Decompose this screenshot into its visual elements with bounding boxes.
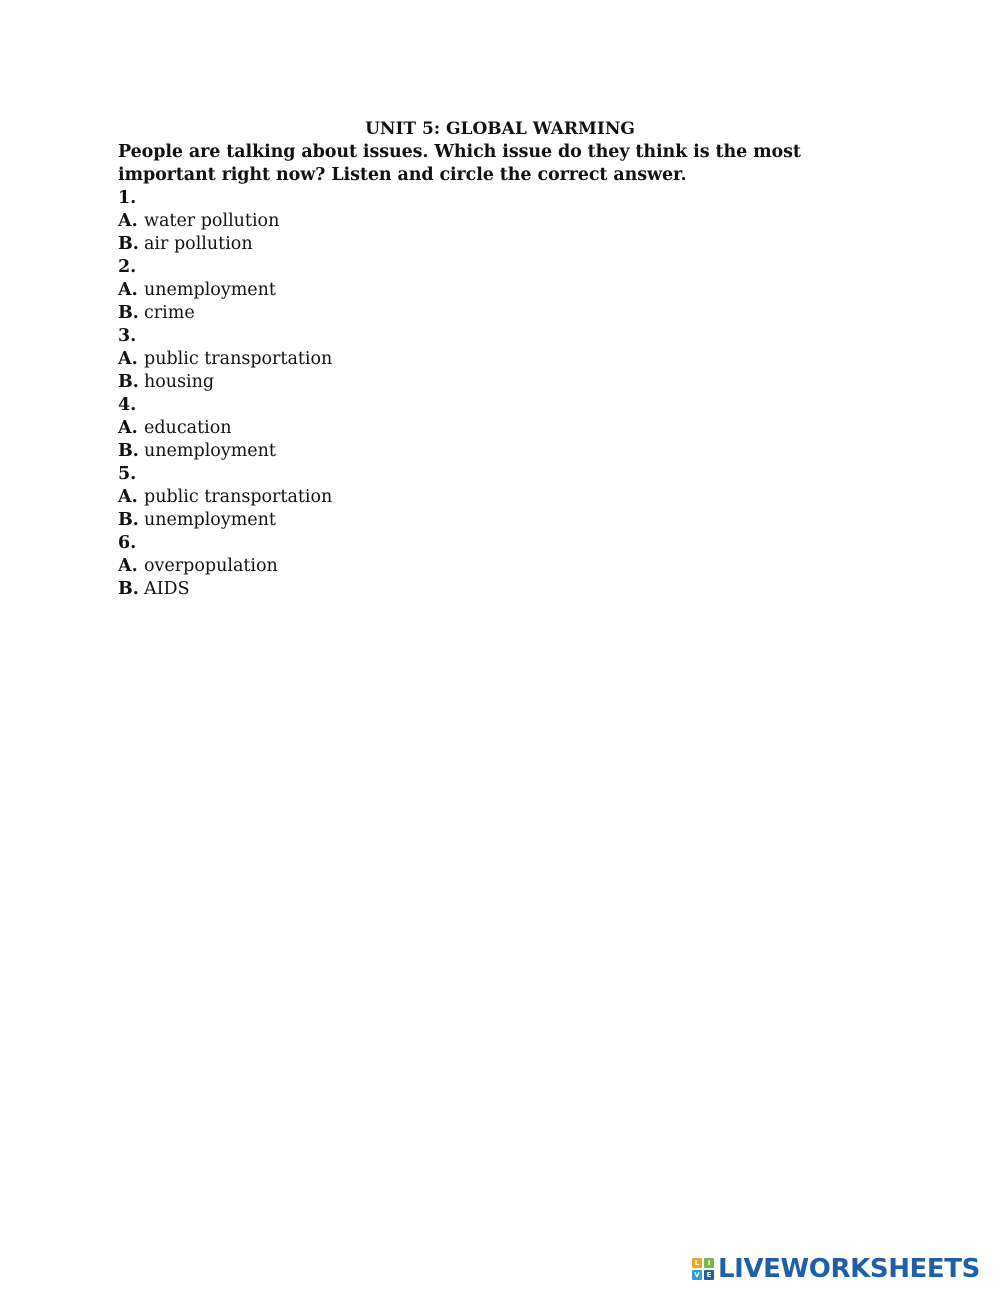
option-letter: A.: [118, 349, 138, 369]
option-letter: A.: [118, 556, 138, 576]
option-text: air pollution: [144, 234, 253, 254]
option-letter: B.: [118, 579, 139, 599]
option-text: public transportation: [144, 487, 333, 507]
brand-name: LIVEWORKSHEETS: [718, 1254, 980, 1284]
answer-option[interactable]: [118, 440, 888, 463]
worksheet-title: UNIT 5: GLOBAL WARMING: [365, 119, 635, 139]
answer-option[interactable]: [118, 486, 888, 509]
answer-option[interactable]: [118, 417, 888, 440]
answer-option[interactable]: [118, 348, 888, 371]
logo-tile-l: L: [692, 1258, 702, 1268]
answer-option[interactable]: [118, 578, 888, 601]
question-number: 4.: [118, 395, 137, 415]
logo-tile-e: E: [704, 1270, 714, 1280]
option-letter: A.: [118, 280, 138, 300]
question-number: 1.: [118, 188, 137, 208]
question-number: 5.: [118, 464, 137, 484]
answer-option[interactable]: [118, 233, 888, 256]
logo-tile-v: V: [692, 1270, 702, 1280]
answer-option[interactable]: [118, 555, 888, 578]
question-number: 3.: [118, 326, 137, 346]
option-letter: A.: [118, 418, 138, 438]
question-number: 2.: [118, 257, 137, 277]
option-text: crime: [144, 303, 195, 323]
answer-option[interactable]: [118, 302, 888, 325]
option-text: AIDS: [144, 579, 190, 599]
logo-tile-i: I: [704, 1258, 714, 1268]
option-letter: A.: [118, 487, 138, 507]
option-letter: A.: [118, 211, 138, 231]
answer-option[interactable]: [118, 279, 888, 302]
answer-option[interactable]: [118, 210, 888, 233]
option-letter: B.: [118, 441, 139, 461]
option-text: unemployment: [144, 280, 276, 300]
option-letter: B.: [118, 372, 139, 392]
question-list: [118, 187, 888, 601]
question-number: 6.: [118, 533, 137, 553]
liveworksheets-logo: [692, 1253, 980, 1285]
option-letter: B.: [118, 234, 139, 254]
option-text: public transportation: [144, 349, 333, 369]
worksheet: [118, 118, 888, 601]
option-text: unemployment: [144, 510, 276, 530]
instructions: People are talking about issues. Which issue do they think is the most important right now? Listen and circle the correct answer.: [118, 142, 801, 185]
option-letter: B.: [118, 510, 139, 530]
answer-option[interactable]: [118, 509, 888, 532]
option-text: overpopulation: [144, 556, 278, 576]
logo-tiles-icon: [692, 1258, 714, 1280]
option-text: unemployment: [144, 441, 276, 461]
answer-option[interactable]: [118, 371, 888, 394]
option-text: housing: [144, 372, 215, 392]
option-letter: B.: [118, 303, 139, 323]
option-text: education: [144, 418, 232, 438]
option-text: water pollution: [144, 211, 280, 231]
